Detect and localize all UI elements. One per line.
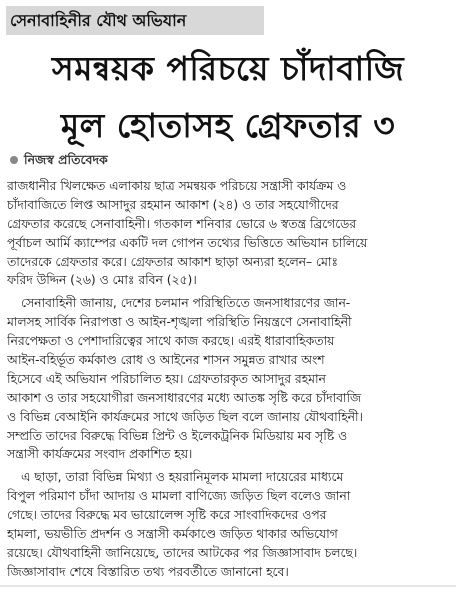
text-line: হামলা, ভয়ভীতি প্রদর্শন ও সন্ত্রাসী কর্মকাণ্ডে জড়িত থাকার অভিযোগ xyxy=(7,527,338,542)
text-line: হিসেবে এই অভিযান পরিচালিত হয়। গ্রেফতারকৃত আসাদুর রহমান xyxy=(7,371,326,386)
paragraph-2 xyxy=(7,294,451,464)
text-line: সেনাবাহিনী জানায়, দেশের চলমান পরিস্থিতিতে জনসাধারণের জান- xyxy=(21,296,351,311)
text-line: নিরপেক্ষতা ও পেশাদারিত্বের সাথে কাজ করছে। এরই ধারাবাহিকতায় xyxy=(7,334,335,349)
byline xyxy=(10,150,108,170)
text-line: রাজধানীর খিলক্ষেত এলাকায় ছাত্র সমন্বয়ক পরিচয়ে সন্ত্রাসী কার্যক্রম ও xyxy=(7,179,347,193)
text-line: তাদেরকে গ্রেফতার করে। গ্রেফতার আকাশ ছাড়া অন্যরা হলেন– মোঃ xyxy=(7,254,338,269)
text-line: মালসহ সার্বিক নিরাপত্তা ও আইন-শৃঙ্খলা পরিস্থিতি নিয়ন্ত্রণে সেনাবাহিনী xyxy=(7,315,352,330)
text-line: ও বিভিন্ন বেআইনি কার্যক্রমের সাথে জড়িত ছিল বলে জানায় যৌথবাহিনী। xyxy=(7,409,363,424)
kicker-label: সেনাবাহিনীর যৌথ অভিযান xyxy=(10,11,187,30)
article-body xyxy=(7,177,451,582)
text-line: জিজ্ঞাসাবাদ শেষে বিস্তারিত তথ্য পরবর্তীতে জানানো হবে। xyxy=(7,564,289,579)
headline-line-1: সমন্বয়ক পরিচয়ে চাঁদাবাজি xyxy=(51,49,405,88)
text-line: রয়েছে। যৌথবাহিনী জানিয়েছে, তাদের আটকের পর জিজ্ঞাসাবাদ চলছে। xyxy=(7,545,358,560)
text-line: পূর্বাচল আর্মি ক্যাম্পের একটি দল গোপন তথ্যের ভিত্তিতে অভিযান চালিয়ে xyxy=(7,235,368,250)
text-line: সম্প্রতি তাদের বিরুদ্ধে বিভিন্ন প্রিন্ট ও ইলেকট্রনিক মিডিয়ায় মব সৃষ্টি ও xyxy=(7,428,348,443)
paragraph-3 xyxy=(7,468,451,581)
text-line: ফরিদ উদ্দিন (২৬) ও মোঃ রবিন (২৫)। xyxy=(7,273,197,288)
text-line: এ ছাড়া, তারা বিভিন্ন মিথ্যা ও হয়রানিমূলক মামলা দায়েরের মাধ্যমে xyxy=(21,470,344,485)
text-line: চাঁদাবাজিতে লিপ্ত আসাদুর রহমান আকাশ (২৪) ও তার সহযোগীদের xyxy=(7,197,339,212)
text-line: গেছে। তাদের বিরুদ্ধে মব ভায়োলেন্স সৃষ্টি করে সাংবাদিকদের ওপর xyxy=(7,508,327,523)
bottom-divider xyxy=(0,585,456,587)
text-line: বিপুল পরিমাণ চাঁদা আদায় ও মামলা বাণিজ্যে জড়িত ছিল বলেও জানা xyxy=(7,489,351,504)
headline-line-2: মূল হোতাসহ গ্রেফতার ৩ xyxy=(60,106,396,145)
text-line: আকাশ ও তার সহযোগীরা জনসাধারণের মধ্যে আতঙ্ক সৃষ্টি করে চাঁদাবাজি xyxy=(7,390,362,405)
text-line: গ্রেফতার করেছে সেনাবাহিনী। গতকাল শনিবার ভোরে ৬ স্বতন্ত্র ব্রিগেডের xyxy=(7,216,356,231)
text-line: সন্ত্রাসী কার্যক্রমের সংবাদ প্রকাশিত হয়। xyxy=(7,447,193,462)
text-line: আইন-বহির্ভূত কর্মকাণ্ড রোধ ও আইনের শাসন সমুন্নত রাখার অংশ xyxy=(7,353,325,368)
byline-text: নিজস্ব প্রতিবেদক xyxy=(24,152,108,167)
bullet-icon xyxy=(10,156,18,164)
paragraph-1 xyxy=(7,177,451,290)
